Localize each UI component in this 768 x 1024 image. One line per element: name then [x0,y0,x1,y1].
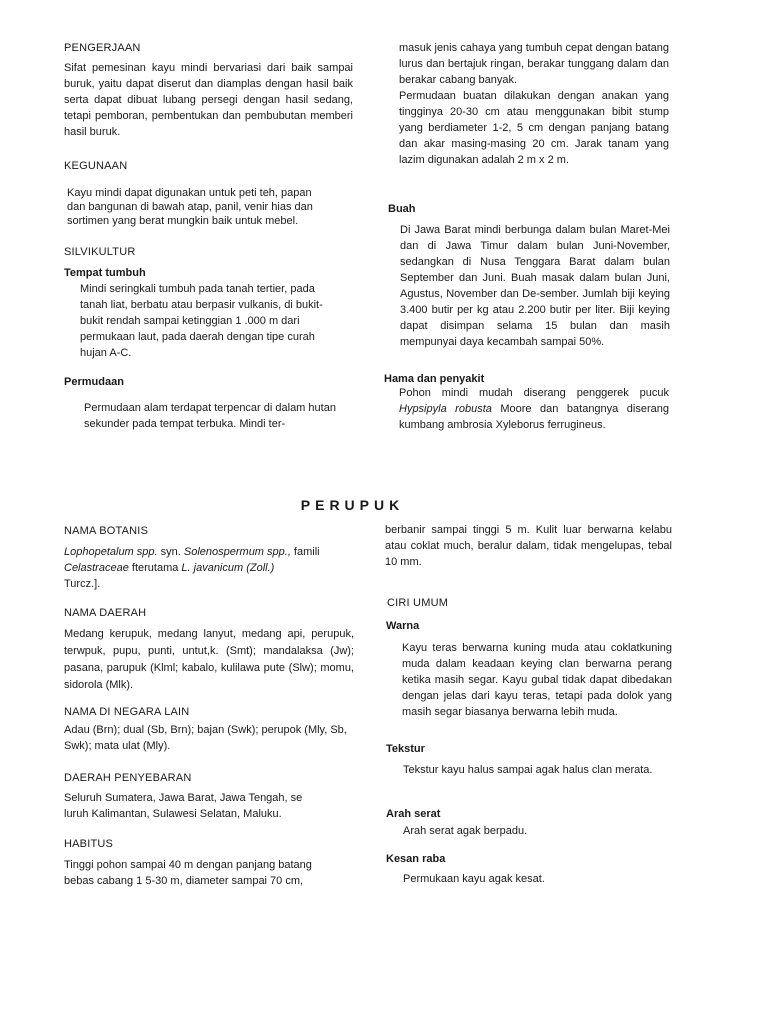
kegunaan-text: Kayu mindi dapat digunakan untuk peti teh, papan dan bangunan di bawah atap, panil, venir hias dan sortimen yang berat mungkin baik untuk mebel. [67,187,313,227]
heading-tempat-tumbuh: Tempat tumbuh [64,267,146,279]
heading-hama-penyakit: Hama dan penyakit [384,373,485,385]
heading-pengerjaan: PENGERJAAN [64,42,141,54]
warna-text: Kayu teras berwarna kuning muda atau coklatkuning muda dalam keadaan keying clan berwarna perang ketika masih segar. Kayu gubal tidak dapat dibedakan dengan jelas dari kayu teras, tetapi pada dolok yang masih segar biasanya berwarna lebih muda. [402,642,672,718]
heading-silvikultur: SILVIKULTUR [64,246,136,258]
heading-kesan-raba: Kesan raba [386,853,446,865]
section-title: PERUPUK [300,496,405,513]
hama-text: Pohon mindi mudah diserang penggerek pucuk Hypsipyla robusta Moore dan batangnya diserang kumbang ambrosia Xyleborus ferrugineus. [399,387,669,431]
species-name: Hypsipyla robusta [399,403,492,415]
heading-habitus: HABITUS [64,838,114,850]
nama-daerah-text: Medang kerupuk, medang lanyut, medang api, perupuk, terwpuk, pupu, punti, untut,k. (Smt); mandalaksa (Jw); pasana, parupuk (Klml; kabalo, kulilawa pute (Slw); momu, sidorola (Mlk). [64,628,354,691]
tempat-tumbuh-text: Mindi seringkali tumbuh pada tanah tertier, pada tanah liat, berbatu atau berpasir vulkanis, di bukit-bukit rendah sampai ketinggian 1 .000 m dari permukaan laut, pada daerah dengan tipe curah hujan A-C. [80,283,323,359]
heading-nama-daerah: NAMA DAERAH [64,607,147,619]
heading-permudaan: Permudaan [64,376,124,388]
buah-text: Di Jawa Barat mindi berbunga dalam bulan Maret-Mei dan di Jawa Timur dalam bulan Juni-November, sedangkan di Nusa Tenggara Barat dalam bulan September dan Juni. Buah masak dalam bulan Juni, Agustus, November dan De-sember. Jumlah biji keying 3.400 butir per kg atau 2.200 butir per liter. Biji keying dapat disimpan selama 15 bulan dan masih mempunyai daya kecambah sampai 50%. [400,224,670,348]
arah-serat-text: Arah serat agak berpadu. [403,825,528,837]
heading-arah-serat: Arah serat [386,808,441,820]
nama-negara-lain-text: Adau (Brn); dual (Sb, Brn); bajan (Swk); perupok (Mly, Sb, Swk); mata ulat (Mly). [64,724,347,752]
permudaan-continued: masuk jenis cahaya yang tumbuh cepat dengan batang lurus dan bertajuk ringan, berakar tunggang dalam dan berakar cabang banyak. [399,42,669,86]
heading-daerah-penyebaran: DAERAH PENYEBARAN [64,772,192,784]
heading-ciri-umum: CIRI UMUM [387,597,449,609]
daerah-penyebaran-text: Seluruh Sumatera, Jawa Barat, Jawa Tengah, se luruh Kalimantan, Sulawesi Selatan, Maluku. [64,792,303,820]
heading-kegunaan: KEGUNAAN [64,160,128,172]
habitus-continued: berbanir sampai tinggi 5 m. Kulit luar berwarna kelabu atau coklat much, beralur dalam, tidak mengelupas, tebal 10 mm. [385,524,672,568]
nama-botanis-text: Lophopetalum spp. syn. Solenospermum spp., famili Celastraceae fterutama L. javanicum (Zoll.) Turcz.]. [64,546,320,590]
permudaan-buatan-text: Permudaan buatan dilakukan dengan anakan yang tingginya 20-30 cm atau menggunakan bibit stump yang berdiameter 1-2, 5 cm dengan panjang batang dan akar masing-masing 20 cm. Jarak tanam yang lazim digunakan adalah 2 m x 2 m. [399,90,669,166]
heading-warna: Warna [386,620,420,632]
permudaan-text: Permudaan alam terdapat terpencar di dalam hutan sekunder pada tempat terbuka. Mindi ter- [84,402,336,430]
pengerjaan-text: Sifat pemesinan kayu mindi bervariasi dari baik sampai buruk, yaitu dapat diserut dan diamplas dengan hasil baik serta dapat dibuat lubang persegi dengan hasil sedang, tetapi pemboran, pembentukan dan pembubutan memberi hasil buruk. [64,62,353,138]
heading-nama-negara-lain: NAMA DI NEGARA LAIN [64,706,190,718]
habitus-text: Tinggi pohon sampai 40 m dengan panjang batang bebas cabang 1 5-30 m, diameter sampai 70 cm, [64,859,312,887]
heading-buah: Buah [388,203,416,215]
heading-tekstur: Tekstur [386,743,425,755]
kesan-raba-text: Permukaan kayu agak kesat. [403,873,545,885]
heading-nama-botanis: NAMA BOTANIS [64,525,149,537]
tekstur-text: Tekstur kayu halus sampai agak halus clan merata. [403,764,653,776]
